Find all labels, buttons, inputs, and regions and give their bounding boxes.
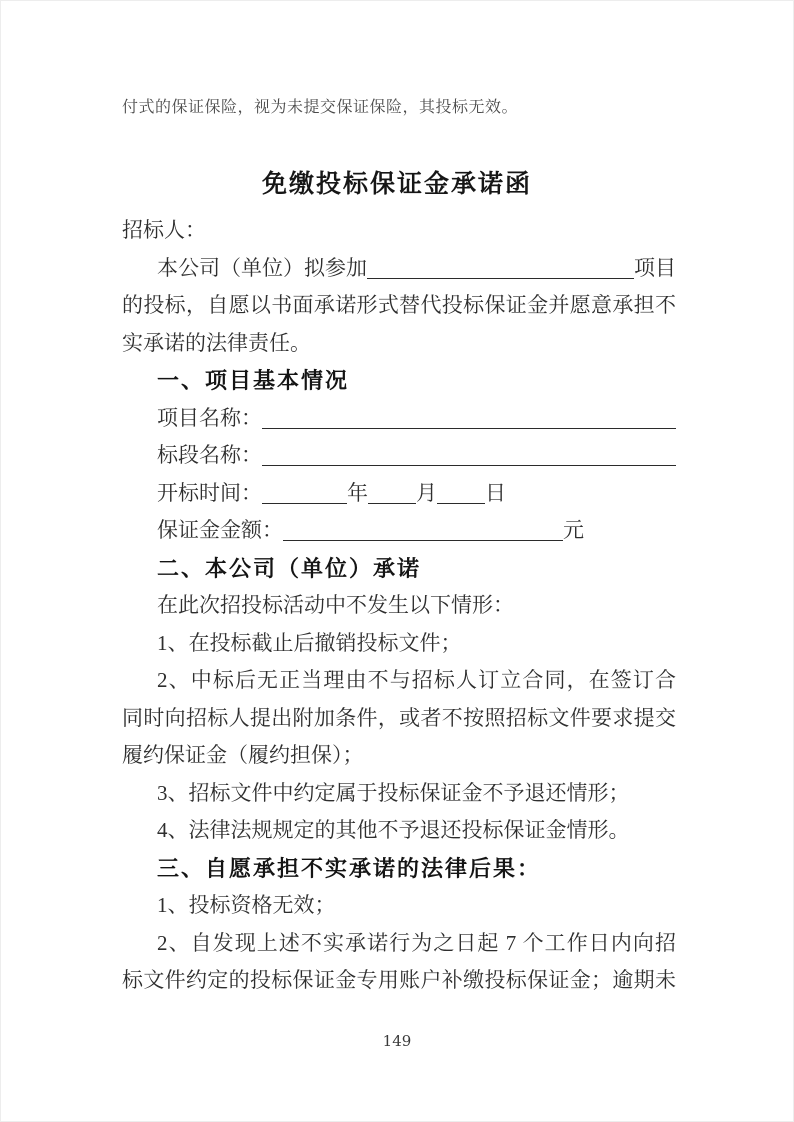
section2-item-2-line-3: 履约保证金（履约担保）；: [122, 743, 364, 767]
year-label: 年: [347, 480, 368, 505]
blank-year: [262, 475, 347, 504]
intro-line-1-after: 项目: [634, 255, 676, 280]
field-section-name: [122, 437, 676, 475]
section2-item-2-line-2: 同时向招标人提出附加条件，或者不按照招标文件要求提交: [122, 705, 676, 730]
section2-lead: 在此次招投标活动中不发生以下情形：: [157, 593, 514, 617]
page-title: 免缴投标保证金承诺函: [261, 171, 532, 198]
section-name-label: 标段名称：: [157, 443, 262, 467]
section2-heading: 二、本公司（单位）承诺: [157, 555, 422, 581]
project-name-label: 项目名称：: [157, 405, 262, 430]
section3-item-1: 1、投标资格无效；: [157, 893, 336, 917]
field-open-date: [122, 475, 676, 513]
blank-security-amount: [283, 512, 563, 541]
blank-section-name: [262, 437, 676, 466]
blank-month: [368, 475, 416, 504]
day-label: 日: [485, 480, 506, 505]
section3-item-2-line-1: 2、自发现上述不实承诺行为之日起 7 个工作日内向招: [157, 930, 676, 955]
section2-item-1: 1、在投标截止后撤销投标文件；: [157, 630, 462, 655]
security-amount-label: 保证金金额：: [157, 518, 283, 542]
blank-project-name: [262, 400, 676, 429]
page-number: 149: [382, 1032, 412, 1050]
blank-project-reference: [367, 250, 634, 279]
intro-line-1-before: 本公司（单位）拟参加: [157, 255, 367, 280]
blank-day: [437, 475, 485, 504]
field-project-name: [122, 400, 676, 438]
yuan-label: 元: [563, 518, 584, 542]
section2-item-3: 3、招标文件中约定属于投标保证金不予退还情形；: [157, 780, 630, 805]
section3-heading: 三、自愿承担不实承诺的法律后果：: [157, 855, 542, 881]
intro-line-2: 的投标，自愿以书面承诺形式替代投标保证金并愿意承担不: [122, 293, 676, 317]
field-security-amount: [122, 512, 676, 550]
open-date-label: 开标时间：: [157, 480, 262, 505]
month-label: 月: [416, 480, 437, 505]
continuation-text: 付式的保证保险，视为未提交保证保险，其投标无效。: [122, 99, 519, 116]
section3-item-2-line-2: 标文件约定的投标保证金专用账户补缴投标保证金；逾期未: [122, 968, 676, 992]
intro-line-1: [122, 250, 676, 288]
intro-line-3: 实承诺的法律责任。: [122, 330, 311, 355]
addressee-line: 招标人：: [122, 218, 206, 242]
section1-heading: 一、项目基本情况: [157, 368, 350, 393]
section2-item-2-line-1: 2、中标后无正当理由不与招标人订立合同，在签订合: [157, 668, 676, 692]
document-body: [122, 212, 676, 1000]
section2-item-4: 4、法律法规规定的其他不予退还投标保证金情形。: [157, 818, 630, 842]
